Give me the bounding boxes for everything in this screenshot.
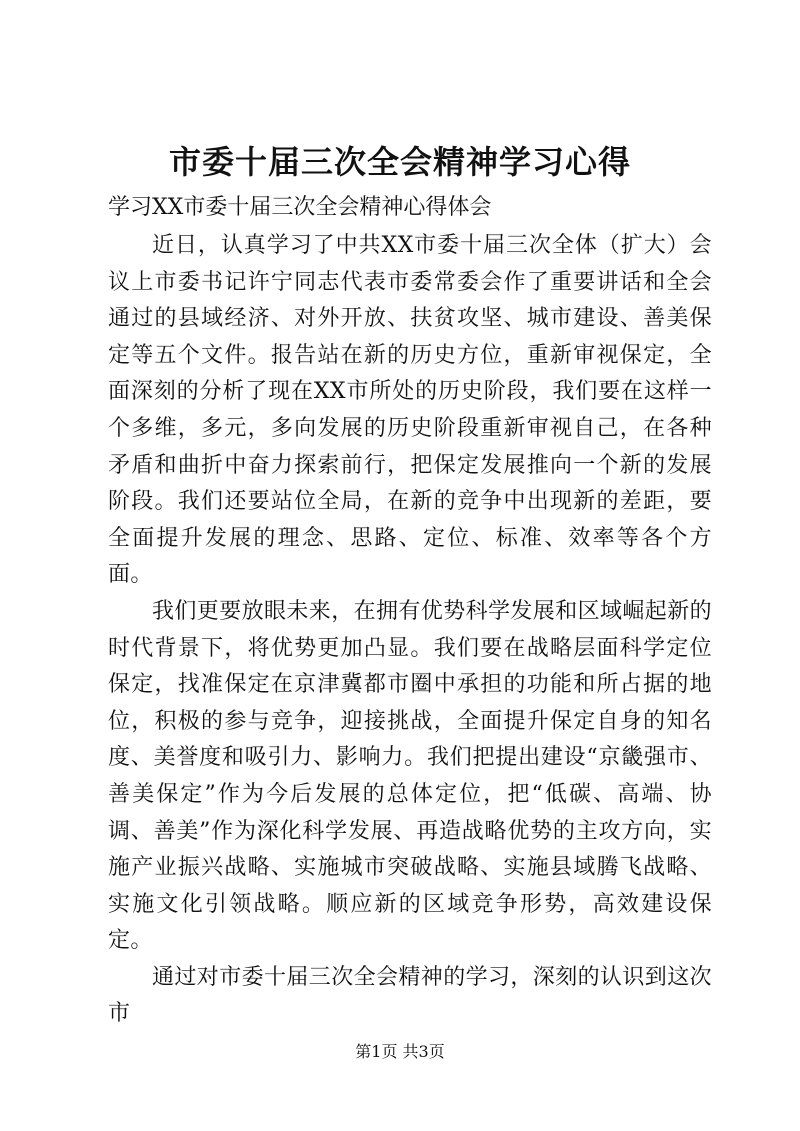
paragraph-3: 通过对市委十届三次全会精神的学习，深刻的认识到这次市 xyxy=(108,964,713,1027)
document-subtitle: 学习XX市委十届三次全会精神心得体会 xyxy=(108,195,492,220)
paragraph-2: 我们更要放眼未来，在拥有优势科学发展和区域崛起新的时代背景下，将优势更加凸显。我们要在战略层面科学定位保定，找准保定在京津冀都市圈中承担的功能和所占据的地位，积极的参与竞争，迎接挑战，全面提升保定自身的知名度、美誉度和吸引力、影响力。我们把提出建设“京畿强市、善美保定”作为今后发展的总体定位，把“低碳、高端、协调、善美”作为深化科学发展、再造战略优势的主攻方向，实施产业振兴战略、实施城市突破战略、实施县域腾飞战略、实施文化引领战略。顺应新的区域竞争形势，高效建设保定。 xyxy=(108,598,713,954)
document-body xyxy=(108,228,712,1033)
paragraph-1: 近日，认真学习了中共XX市委十届三次全体（扩大）会议上市委书记许宁同志代表市委常委会作了重要讲话和全会通过的县域经济、对外开放、扶贫攻坚、城市建设、善美保定等五个文件。报告站在新的历史方位，重新审视保定，全面深刻的分析了现在XX市所处的历史阶段，我们要在这样一个多维，多元，多向发展的历史阶段重新审视自己，在各种矛盾和曲折中奋力探索前行，把保定发展推向一个新的发展阶段。我们还要站位全局，在新的竞争中出现新的差距，要全面提升发展的理念、思路、定位、标准、效率等各个方面。 xyxy=(108,233,712,588)
page-number-footer: 第1页 共3页 xyxy=(355,1042,445,1061)
document-title: 市委十届三次全会精神学习心得 xyxy=(168,143,631,181)
